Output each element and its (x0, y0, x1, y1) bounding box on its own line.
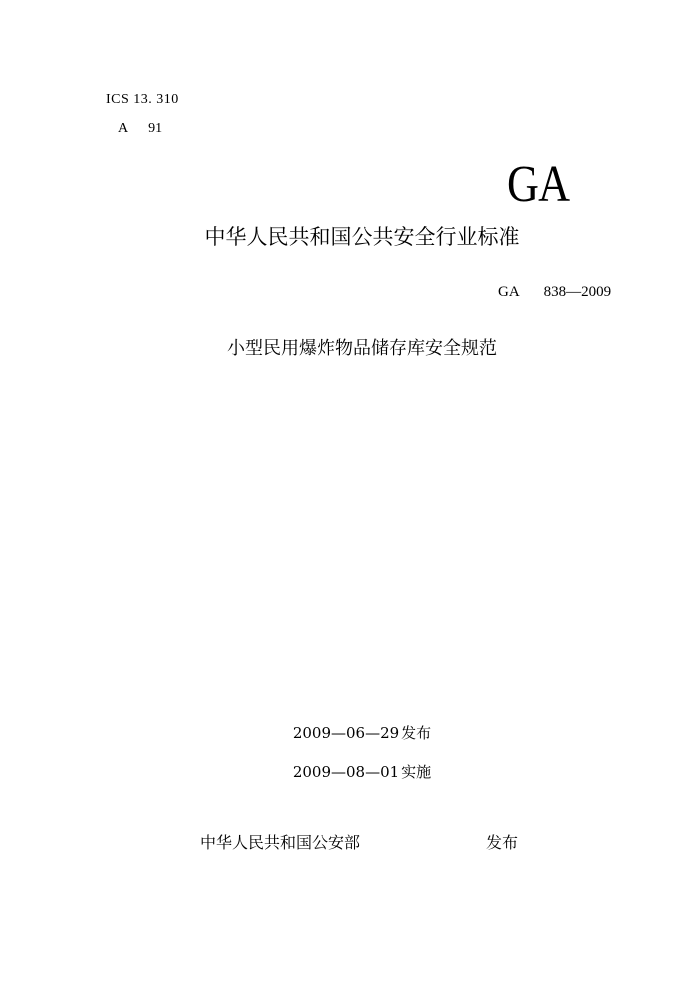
standard-number (498, 284, 611, 301)
issuing-authority: 中华人民共和国公安部 (200, 833, 361, 852)
ccs-code (118, 121, 162, 137)
ccs-number: 91 (148, 121, 163, 136)
issue-label: 发布 (401, 724, 432, 742)
ics-code: ICS 13. 310 (106, 92, 179, 107)
implementation-label: 实施 (401, 763, 432, 781)
issuing-authority-label: 发布 (486, 833, 519, 852)
standard-category-title: 中华人民共和国公共安全行业标准 (204, 225, 520, 249)
document-title: 小型民用爆炸物品储存库安全规范 (227, 338, 497, 359)
ccs-letter: A (118, 121, 129, 136)
standard-prefix: GA (498, 284, 520, 300)
standard-code: 838—2009 (543, 284, 612, 300)
implementation-date-line (0, 761, 700, 783)
issue-date: 2009—06—29 (292, 724, 400, 742)
implementation-date: 2009—08—01 (292, 763, 400, 781)
issue-date-line (0, 722, 700, 744)
standard-mark: GA (507, 156, 570, 213)
